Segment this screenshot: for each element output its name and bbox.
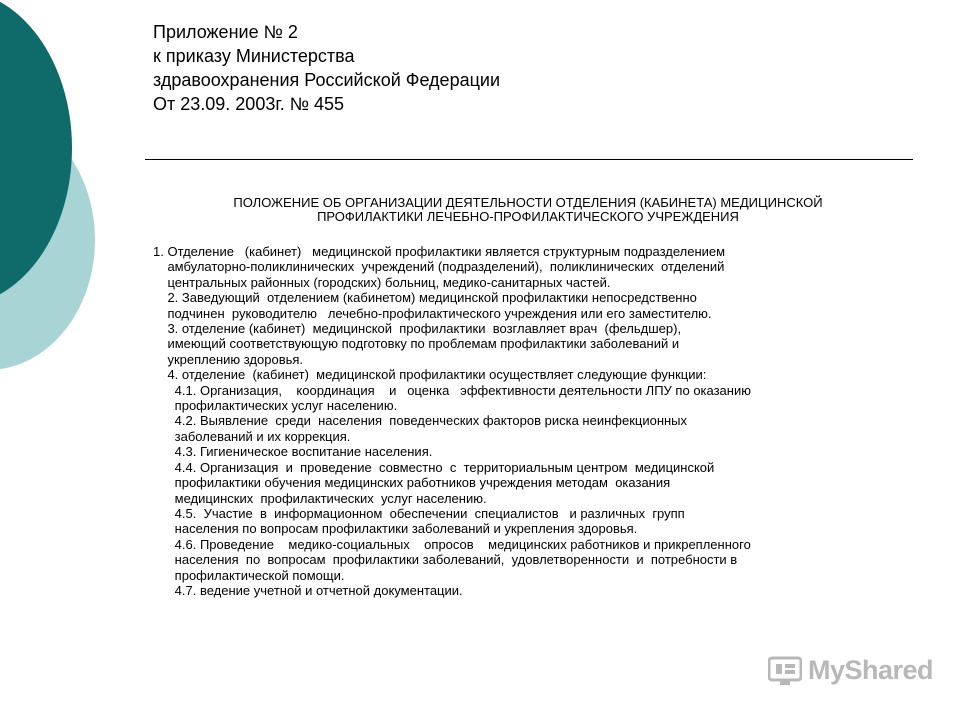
horizontal-divider xyxy=(145,159,913,160)
body-line: центральных районных (городских) больниц, медико-санитарных частей. xyxy=(153,274,611,290)
body-line: населения по вопросам профилактики заболеваний и укрепления здоровья. xyxy=(153,521,638,537)
body-line: 4.3. Гигиеническое воспитание населения. xyxy=(153,444,433,460)
body-line: имеющий соответствующую подготовку по проблемам профилактики заболеваний и xyxy=(153,336,680,352)
header-line-3: здравоохранения Российской Федерации xyxy=(153,70,501,90)
body-line: профилактических услуг населению. xyxy=(153,398,398,414)
body-line: 1. Отделение (кабинет) медицинской профилактики является структурным подразделением xyxy=(153,244,726,259)
body-line: 4.5. Участие в информационном обеспечении специалистов и различных групп xyxy=(153,505,685,521)
body-line: заболеваний и их коррекция. xyxy=(153,428,351,444)
document-body xyxy=(153,244,905,598)
body-line: амбулаторно-поликлинических учреждений (подразделений), поликлинических отделений xyxy=(153,259,725,275)
document-title xyxy=(152,196,904,224)
body-line: 2. Заведующий отделением (кабинетом) медицинской профилактики непосредственно xyxy=(153,290,697,306)
body-line: 4.1. Организация, координация и оценка эффективности деятельности ЛПУ по оказанию xyxy=(153,382,751,398)
body-line: 4.6. Проведение медико-социальных опросов медицинских работников и прикрепленного xyxy=(153,536,751,552)
header-line-2: к приказу Министерства xyxy=(153,46,355,66)
body-line: 3. отделение (кабинет) медицинской профилактики возглавляет врач (фельдшер), xyxy=(153,321,682,337)
watermark-text: MyShared xyxy=(808,655,934,685)
myshared-watermark xyxy=(768,655,933,686)
body-line: 4.2. Выявление среди населения поведенческих факторов риска неинфекционных xyxy=(153,413,688,429)
body-line: укреплению здоровья. xyxy=(153,351,304,367)
header-line-4: От 23.09. 2003г. № 455 xyxy=(153,94,345,114)
body-line: профилактической помощи. xyxy=(153,567,345,583)
document-title-line-2: ПРОФИЛАКТИКИ ЛЕЧЕБНО-ПРОФИЛАКТИЧЕСКОГО УЧРЕЖДЕНИЯ xyxy=(317,209,739,224)
body-line: 4.4. Организация и проведение совместно с территориальным центром медицинской xyxy=(153,459,715,475)
body-line: 4.7. ведение учетной и отчетной документации. xyxy=(153,582,463,598)
appendix-header xyxy=(153,20,500,116)
body-line: профилактики обучения медицинских работников учреждения методам оказания xyxy=(153,475,671,491)
header-line-1: Приложение № 2 xyxy=(153,22,298,42)
body-line: медицинских профилактических услуг населению. xyxy=(153,490,487,506)
document-title-line-1: ПОЛОЖЕНИЕ ОБ ОРГАНИЗАЦИИ ДЕЯТЕЛЬНОСТИ ОТДЕЛЕНИЯ (КАБИНЕТА) МЕДИЦИНСКОЙ xyxy=(233,195,823,210)
body-line: населения по вопросам профилактики заболеваний, удовлетворенности и потребности в xyxy=(153,552,738,568)
body-line: подчинен руководителю лечебно-профилактического учреждения или его заместителю. xyxy=(153,305,712,321)
myshared-logo-icon xyxy=(768,656,802,686)
body-line: 4. отделение (кабинет) медицинской профилактики осуществляет следующие функции: xyxy=(153,367,707,383)
